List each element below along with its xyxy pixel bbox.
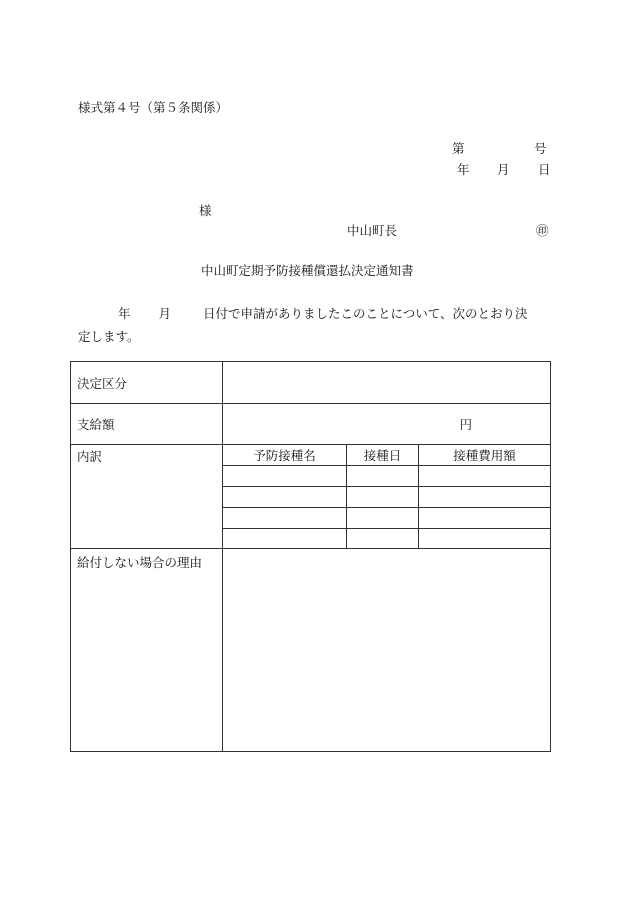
breakdown-cost-cell[interactable] xyxy=(419,466,551,487)
breakdown-date-cell[interactable] xyxy=(347,487,419,508)
document-number-prefix: 第 xyxy=(452,141,465,156)
reason-label: 給付しない場合の理由 xyxy=(71,549,223,752)
header-vaccination-cost: 接種費用額 xyxy=(419,445,551,466)
breakdown-label: 内訳 xyxy=(71,445,223,549)
breakdown-header-row xyxy=(71,445,551,466)
amount-label: 支給額 xyxy=(71,404,223,445)
breakdown-name-cell[interactable] xyxy=(223,487,347,508)
date-day: 日 xyxy=(538,162,551,177)
decision-label: 決定区分 xyxy=(71,362,223,404)
document-title: 中山町定期予防接種償還払決定通知書 xyxy=(201,263,414,278)
notice-paragraph xyxy=(78,302,558,348)
breakdown-cost-cell[interactable] xyxy=(419,487,551,508)
date-year: 年 xyxy=(457,162,470,177)
breakdown-name-cell[interactable] xyxy=(223,466,347,487)
body-text-line2: 定します。 xyxy=(78,329,140,344)
header-vaccination-name: 予防接種名 xyxy=(223,445,347,466)
breakdown-date-cell[interactable] xyxy=(347,466,419,487)
amount-row xyxy=(71,404,551,445)
reason-row xyxy=(71,549,551,752)
issuer-name: 中山町長 xyxy=(347,223,398,238)
form-number: 様式第４号（第５条関係） xyxy=(78,100,229,115)
breakdown-date-cell[interactable] xyxy=(347,529,419,549)
decision-table xyxy=(70,361,551,752)
breakdown-name-cell[interactable] xyxy=(223,508,347,529)
header-vaccination-date: 接種日 xyxy=(347,445,419,466)
date-month: 月 xyxy=(497,162,510,177)
document-number-suffix: 号 xyxy=(534,141,547,156)
seal-mark: ㊞ xyxy=(536,223,549,238)
amount-unit: 円 xyxy=(459,417,473,432)
decision-row xyxy=(71,362,551,404)
amount-value-cell[interactable] xyxy=(223,404,551,445)
decision-value[interactable] xyxy=(223,362,551,404)
breakdown-cost-cell[interactable] xyxy=(419,508,551,529)
breakdown-date-cell[interactable] xyxy=(347,508,419,529)
addressee-honorific: 様 xyxy=(199,203,212,218)
body-month: 月 xyxy=(158,306,172,321)
body-year: 年 xyxy=(118,306,131,321)
body-text-line1: 日付で申請がありましたこのことについて、次のとおり決 xyxy=(203,306,528,321)
breakdown-cost-cell[interactable] xyxy=(419,529,551,549)
breakdown-name-cell[interactable] xyxy=(223,529,347,549)
reason-value[interactable] xyxy=(223,549,551,752)
